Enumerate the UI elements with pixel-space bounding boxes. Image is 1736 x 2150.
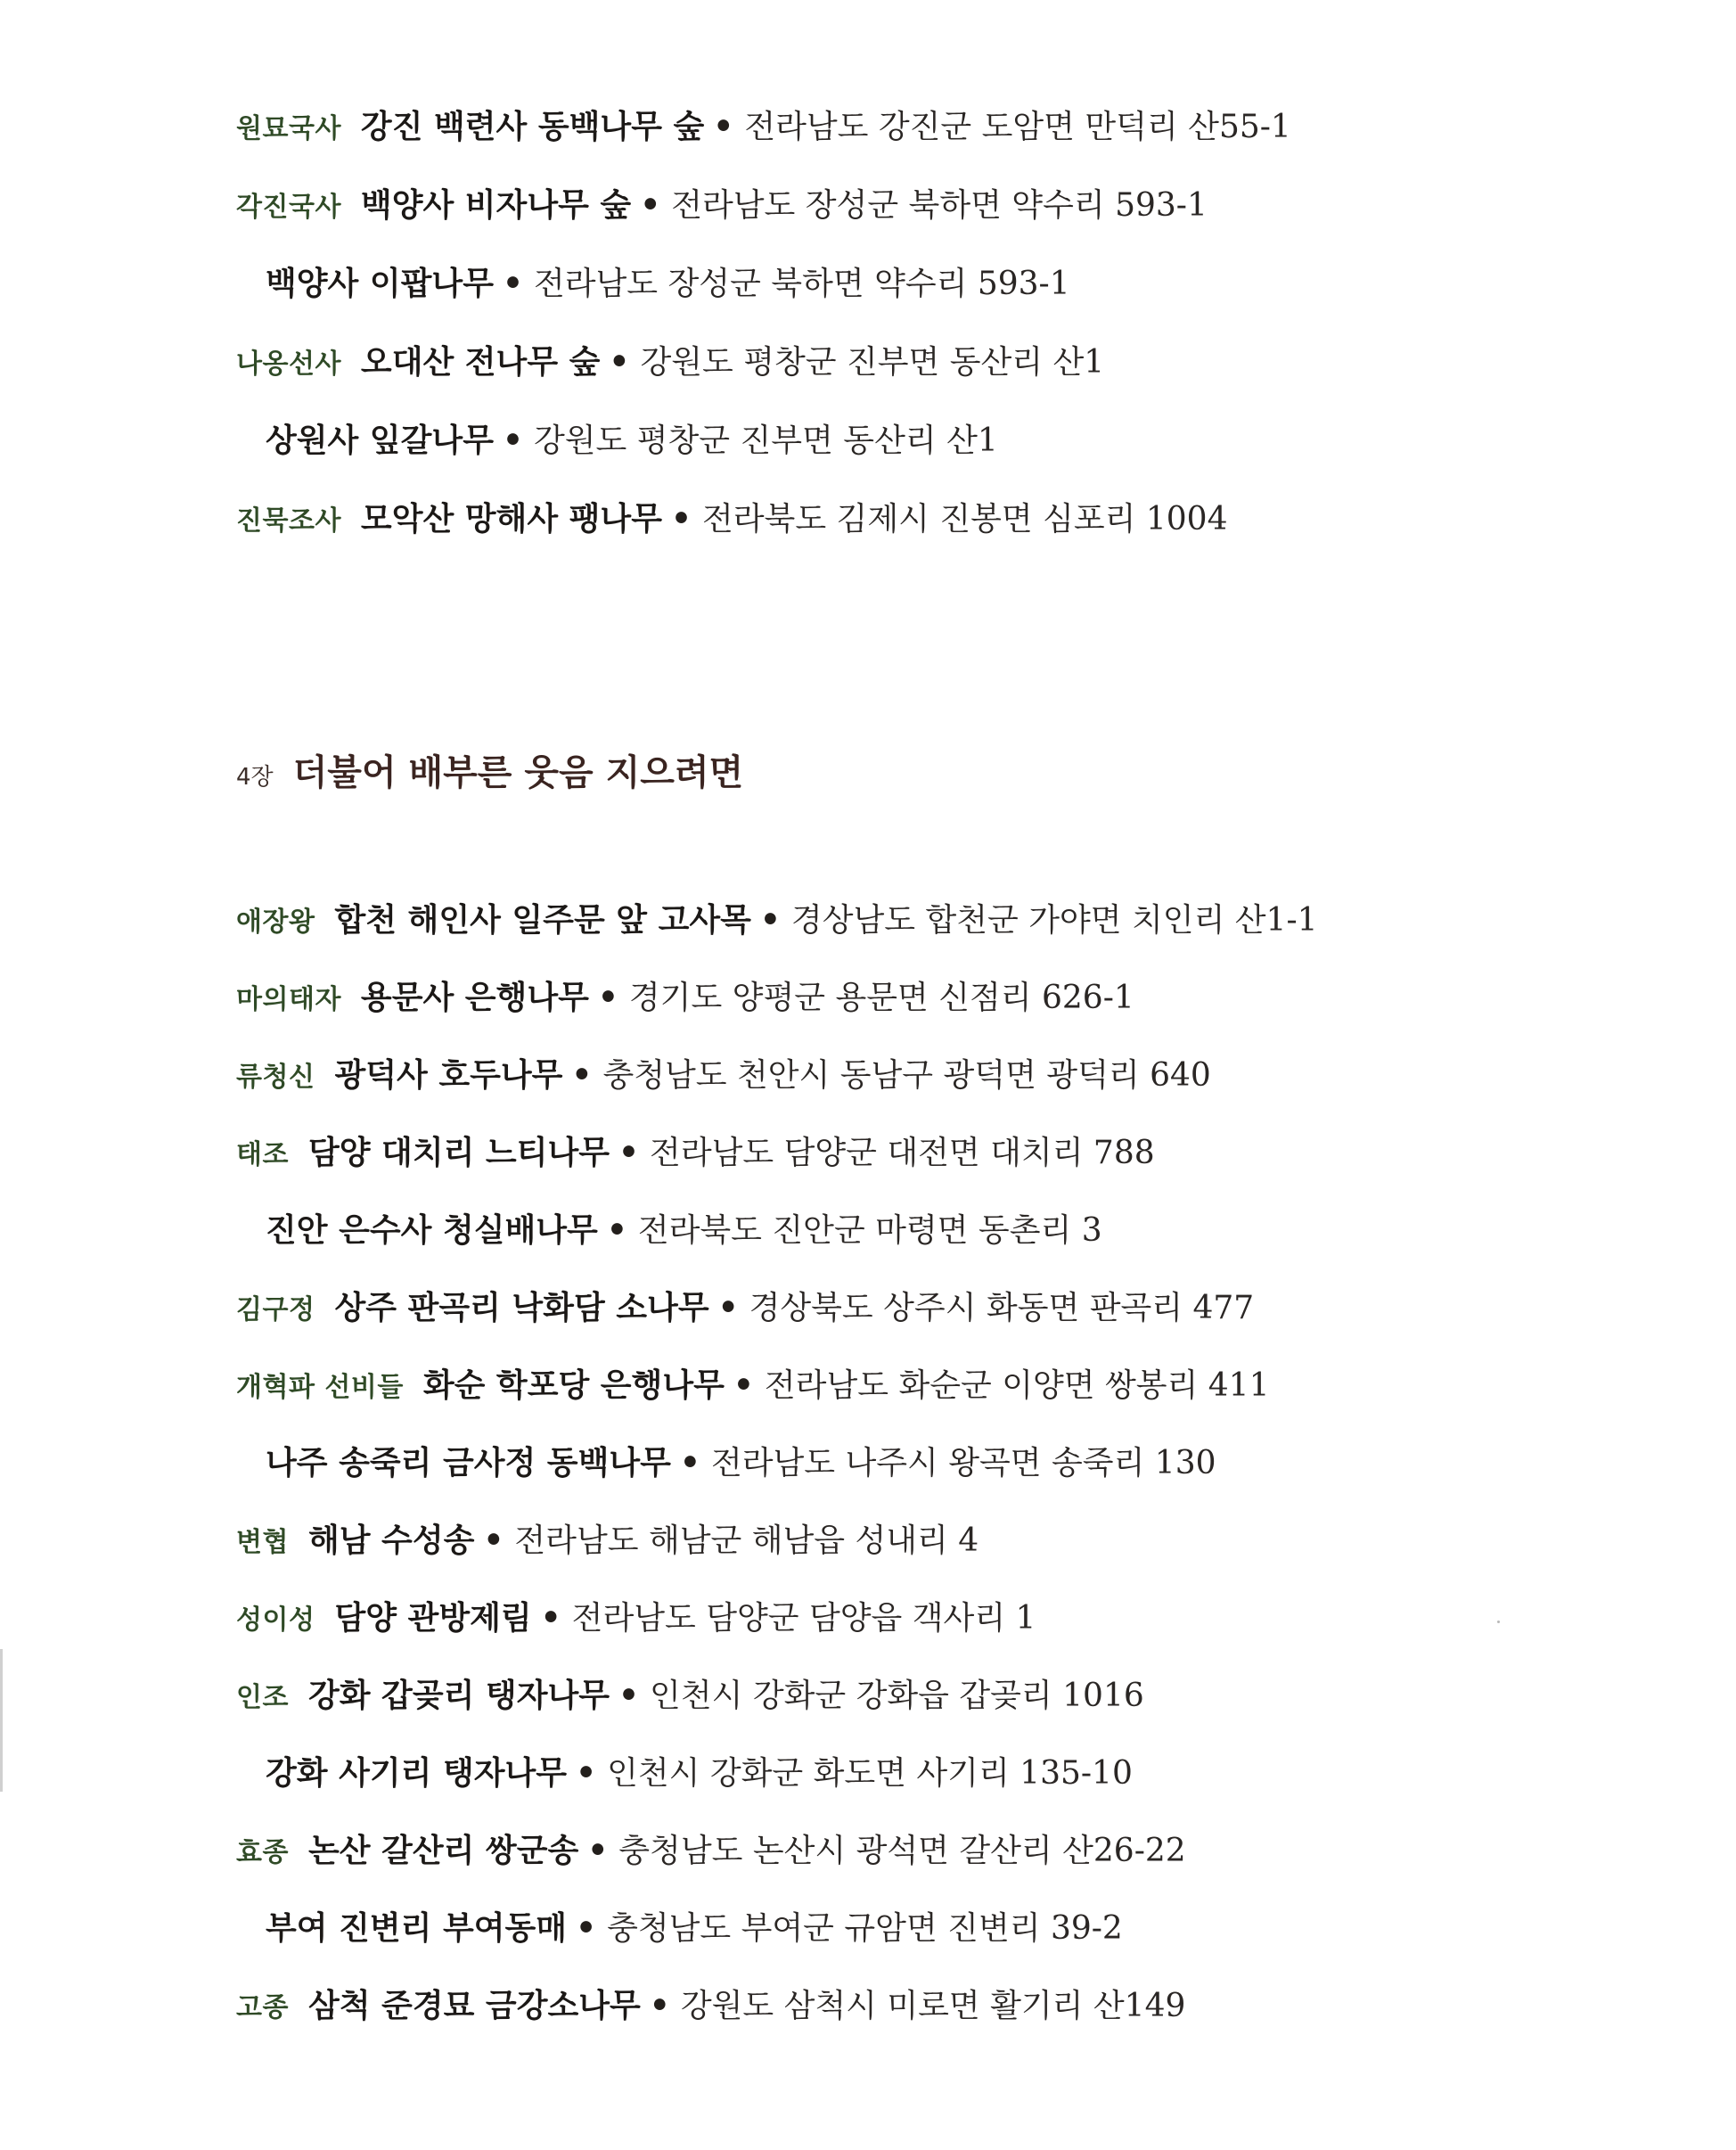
address: 전라남도 강진군 도암면 만덕리 산55-1 xyxy=(744,109,1291,145)
chapter-heading xyxy=(236,744,743,795)
list-item xyxy=(236,1521,979,1563)
bullet-separator: • xyxy=(576,1909,597,1947)
address: 인천시 강화군 강화읍 갑곶리 1016 xyxy=(650,1678,1144,1714)
bullet-separator: • xyxy=(609,343,630,381)
tree-site: 오대산 전나무 숲 xyxy=(360,344,601,381)
list-item xyxy=(236,1831,1186,1873)
person-name: 각진국사 xyxy=(236,192,341,223)
tree-site: 모악산 망해사 팽나무 xyxy=(360,501,662,538)
list-item xyxy=(236,1133,1155,1175)
person-name: 인조 xyxy=(236,1682,289,1713)
list-item xyxy=(236,1598,1036,1640)
address: 충청남도 천안시 동남구 광덕면 광덕리 640 xyxy=(602,1057,1211,1094)
list-item xyxy=(266,1210,1102,1251)
address: 강원도 삼척시 미로면 활기리 산149 xyxy=(680,1988,1186,2024)
address: 경기도 양평군 용문면 신점리 626-1 xyxy=(628,980,1134,1016)
tree-site: 강진 백련사 동백나무 숲 xyxy=(360,109,705,145)
address: 충청남도 부여군 규암면 진변리 39-2 xyxy=(607,1910,1123,1947)
bullet-separator: • xyxy=(649,1987,670,2024)
scan-edge-mark xyxy=(0,1649,3,1792)
tree-site: 상원사 잎갈나무 xyxy=(266,423,494,459)
bullet-separator: • xyxy=(713,108,734,145)
list-item xyxy=(236,1288,1254,1330)
bullet-separator: • xyxy=(717,1289,739,1326)
tree-site: 상주 판곡리 낙화담 소나무 xyxy=(334,1290,709,1326)
list-item xyxy=(236,978,1134,1020)
address: 경상북도 상주시 화동면 판곡리 477 xyxy=(749,1290,1255,1326)
address: 전라남도 담양군 대전면 대치리 788 xyxy=(650,1135,1155,1171)
list-item xyxy=(236,185,1208,227)
tree-site: 화순 학포당 은행나무 xyxy=(422,1367,725,1404)
list-item xyxy=(236,1676,1144,1718)
address: 인천시 강화군 화도면 사기리 135-10 xyxy=(607,1755,1133,1792)
bullet-separator: • xyxy=(679,1444,700,1481)
address: 전라북도 김제시 진봉면 심포리 1004 xyxy=(702,501,1228,538)
bullet-separator: • xyxy=(587,1832,609,1869)
person-name: 고종 xyxy=(236,1992,289,2023)
person-name: 태조 xyxy=(236,1139,289,1170)
person-name: 나옹선사 xyxy=(236,349,341,380)
bullet-separator: • xyxy=(618,1134,640,1171)
person-name: 진묵조사 xyxy=(236,505,341,537)
tree-site: 백양사 이팝나무 xyxy=(266,266,494,302)
address: 전라남도 화순군 이양면 쌍봉리 411 xyxy=(764,1367,1270,1404)
bullet-separator: • xyxy=(571,1056,593,1094)
person-name: 성이성 xyxy=(236,1604,315,1636)
person-name: 김구정 xyxy=(236,1294,315,1325)
list-item xyxy=(236,1055,1211,1097)
tree-site: 강화 갑곶리 탱자나무 xyxy=(307,1678,610,1714)
bullet-separator: • xyxy=(483,1522,504,1559)
tree-site: 강화 사기리 탱자나무 xyxy=(266,1755,568,1792)
person-name: 류청신 xyxy=(236,1062,315,1093)
tree-site: 백양사 비자나무 숲 xyxy=(360,187,632,224)
bullet-separator: • xyxy=(606,1211,627,1249)
address: 전라남도 담양군 담양읍 객사리 1 xyxy=(571,1600,1036,1637)
address: 경상남도 합천군 가야면 치인리 산1-1 xyxy=(790,902,1318,939)
list-item xyxy=(236,342,1104,384)
bullet-separator: • xyxy=(618,1677,640,1714)
list-item xyxy=(266,421,998,461)
address: 전라남도 장성군 북하면 약수리 593-1 xyxy=(533,266,1070,302)
chapter-title: 더불어 배부른 웃음 지으려면 xyxy=(292,752,744,793)
address: 전라남도 장성군 북하면 약수리 593-1 xyxy=(671,187,1208,224)
bullet-separator: • xyxy=(502,422,523,459)
list-item xyxy=(236,1366,1269,1407)
list-item xyxy=(236,900,1318,942)
person-name: 애장왕 xyxy=(236,907,315,938)
chapter-number: 4장 xyxy=(236,764,274,791)
tree-site: 해남 수성송 xyxy=(307,1522,475,1559)
address: 강원도 평창군 진부면 동산리 산1 xyxy=(640,344,1105,381)
person-name: 원묘국사 xyxy=(236,113,341,144)
address: 충청남도 논산시 광석면 갈산리 산26-22 xyxy=(618,1833,1186,1869)
address: 전라남도 나주시 왕곡면 송죽리 130 xyxy=(710,1445,1216,1481)
person-name: 개혁파 선비들 xyxy=(236,1372,404,1403)
tree-site: 부여 진변리 부여동매 xyxy=(266,1910,568,1947)
person-name: 효종 xyxy=(236,1837,289,1868)
list-item xyxy=(266,1753,1133,1793)
list-item xyxy=(266,1908,1123,1949)
tree-site: 나주 송죽리 금사정 동백나무 xyxy=(266,1445,671,1481)
list-item xyxy=(236,107,1291,149)
tree-site: 광덕사 호두나무 xyxy=(334,1057,563,1094)
scan-speck xyxy=(1497,1621,1500,1623)
tree-site: 용문사 은행나무 xyxy=(360,980,589,1016)
bullet-separator: • xyxy=(670,500,692,538)
tree-site: 논산 갈산리 쌍군송 xyxy=(307,1833,579,1869)
address: 강원도 평창군 진부면 동산리 산1 xyxy=(533,423,998,459)
person-name: 변협 xyxy=(236,1527,289,1558)
bullet-separator: • xyxy=(733,1366,754,1404)
address: 전라북도 진안군 마령면 동촌리 3 xyxy=(637,1212,1102,1249)
list-item xyxy=(266,264,1070,304)
tree-site: 담양 대치리 느티나무 xyxy=(307,1135,610,1171)
tree-site: 삼척 준경묘 금강소나무 xyxy=(307,1988,641,2024)
list-item xyxy=(266,1443,1216,1483)
bullet-separator: • xyxy=(540,1599,561,1637)
list-item xyxy=(236,1986,1185,2028)
list-item xyxy=(236,499,1227,541)
tree-site: 진안 은수사 청실배나무 xyxy=(266,1212,598,1249)
bullet-separator: • xyxy=(597,979,618,1016)
bullet-separator: • xyxy=(640,186,661,224)
person-name: 마의태자 xyxy=(236,984,341,1015)
address: 전라남도 해남군 해남읍 성내리 4 xyxy=(514,1522,979,1559)
bullet-separator: • xyxy=(576,1754,597,1792)
bullet-separator: • xyxy=(502,265,523,302)
tree-site: 합천 해인사 일주문 앞 고사목 xyxy=(334,902,751,939)
tree-site: 담양 관방제림 xyxy=(334,1600,532,1637)
bullet-separator: • xyxy=(759,901,781,939)
